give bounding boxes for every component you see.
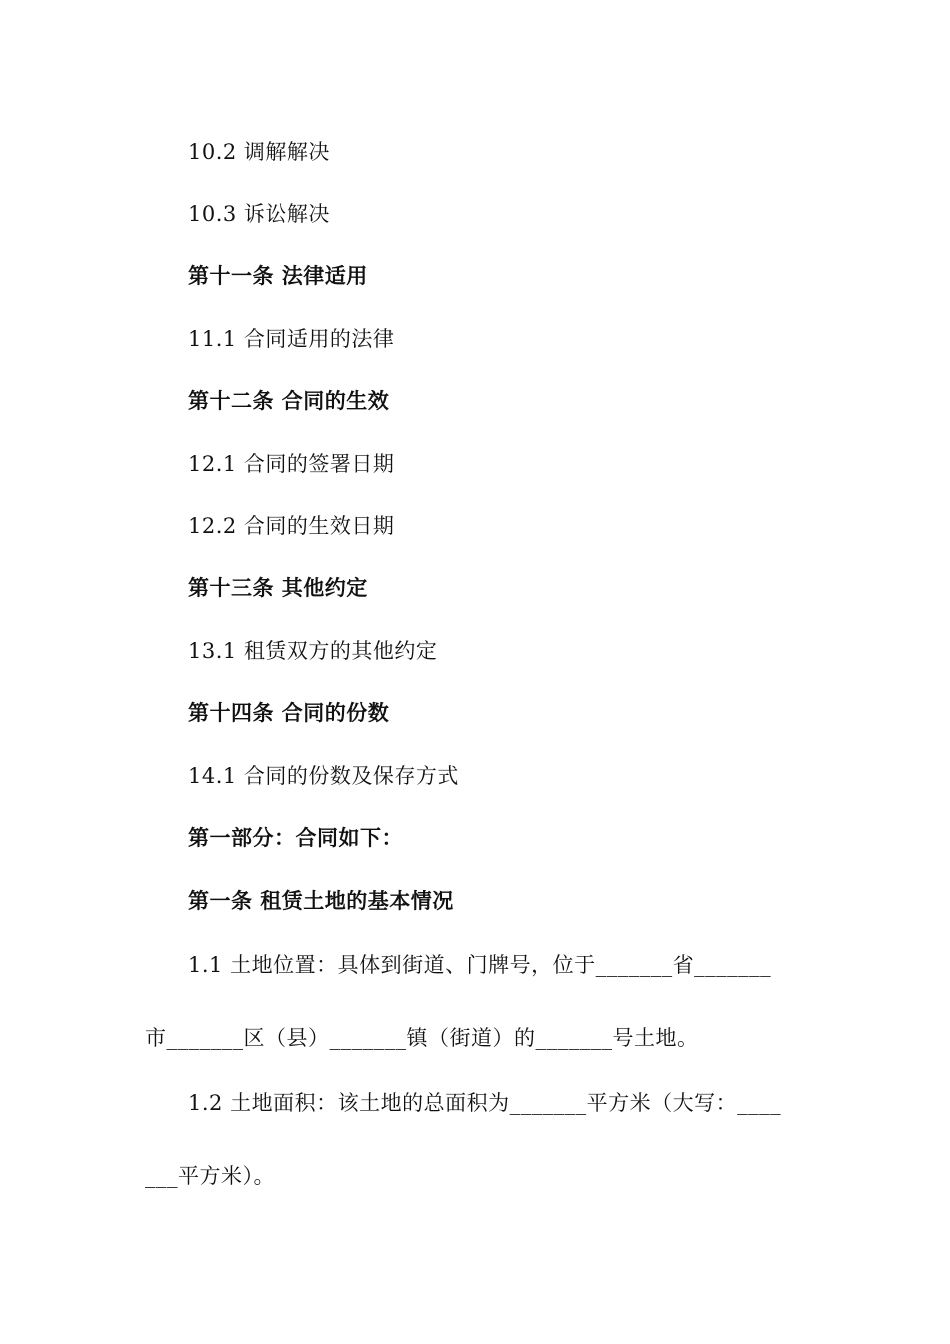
clause-1-2-line-1: 1.2 土地面积：该土地的总面积为_______平方米（大写：____ (188, 1091, 782, 1115)
part-one-heading: 第一部分：合同如下： (188, 826, 403, 850)
clause-10-2: 10.2 调解解决 (188, 140, 330, 164)
article-14-heading: 第十四条 合同的份数 (188, 701, 390, 725)
article-12-heading: 第十二条 合同的生效 (188, 389, 390, 413)
clause-1-2-line-2: ___平方米）。 (145, 1164, 275, 1188)
clause-13-1: 13.1 租赁双方的其他约定 (188, 639, 438, 663)
article-13-heading: 第十三条 其他约定 (188, 576, 368, 600)
clause-1-1-line-2: 市_______区（县）_______镇（街道）的_______号土地。 (145, 1026, 699, 1050)
clause-1-1-line-1: 1.1 土地位置：具体到街道、门牌号，位于_______省_______ (188, 953, 772, 977)
article-11-heading: 第十一条 法律适用 (188, 264, 368, 288)
article-1-heading: 第一条 租赁土地的基本情况 (188, 889, 454, 913)
clause-11-1: 11.1 合同适用的法律 (188, 327, 395, 351)
clause-14-1: 14.1 合同的份数及保存方式 (188, 764, 459, 788)
clause-12-1: 12.1 合同的签署日期 (188, 452, 395, 476)
clause-10-3: 10.3 诉讼解决 (188, 202, 330, 226)
clause-12-2: 12.2 合同的生效日期 (188, 514, 395, 538)
